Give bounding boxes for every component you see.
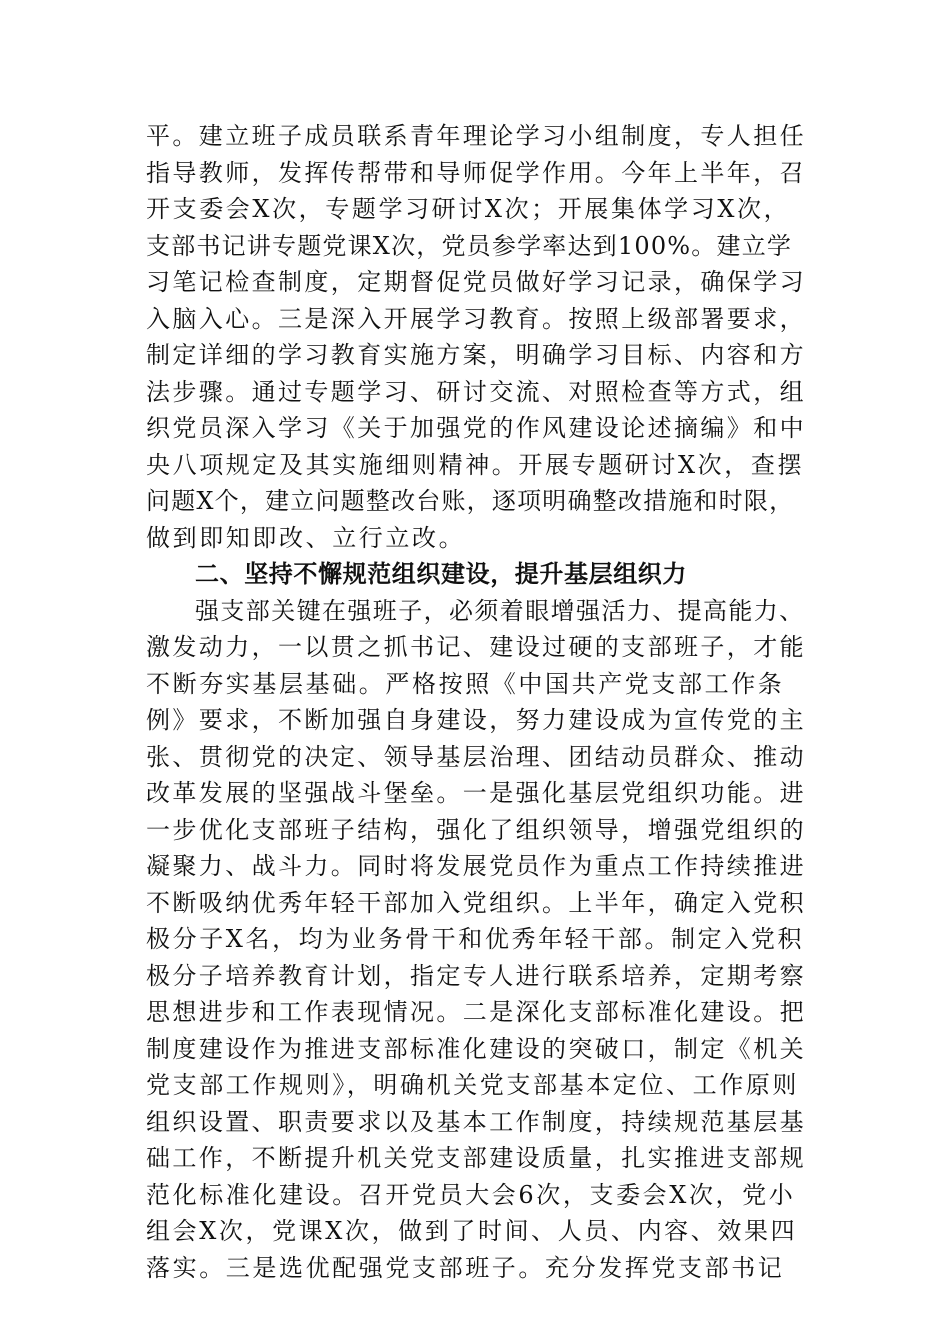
text-line: 组织设置、职责要求以及基本工作制度，持续规范基层基 [146, 1107, 806, 1136]
text-line: 制定详细的学习教育实施方案，明确学习目标、内容和方 [146, 341, 806, 369]
paragraph-2 [146, 593, 806, 1287]
text-line: 例》要求，不断加强自身建设，努力建设成为宣传党的主 [146, 706, 806, 734]
text-line: 不断吸纳优秀年轻干部加入党组织。上半年，确定入党积 [146, 888, 806, 917]
text-line: 不断夯实基层基础。严格按照《中国共产党支部工作条 [146, 669, 785, 698]
text-line: 党支部工作规则》，明确机关党支部基本定位、工作原则 [146, 1071, 799, 1099]
text-line: 改革发展的坚强战斗堡垒。一是强化基层党组织功能。进 [146, 779, 806, 807]
section-heading: 二、坚持不懈规范组织建设，提升基层组织力 [195, 560, 687, 588]
text-line: 范化标准化建设。召开党员大会6次，支委会X次，党小 [146, 1180, 796, 1209]
text-line: 问题X个，建立问题整改台账，逐项明确整改措施和时限， [146, 487, 795, 515]
text-line: 凝聚力、战斗力。同时将发展党员作为重点工作持续推进 [146, 852, 806, 880]
text-line: 习笔记检查制度，定期督促党员做好学习记录，确保学习 [146, 268, 806, 296]
text-line: 法步骤。通过专题学习、研讨交流、对照检查等方式，组 [146, 377, 806, 406]
text-line: 础工作，不断提升机关党支部建设质量，扎实推进支部规 [146, 1144, 806, 1172]
text-line: 组会X次，党课X次，做到了时间、人员、内容、效果四 [146, 1217, 798, 1245]
text-line: 做到即知即改、立行立改。 [146, 523, 466, 552]
text-line: 平。建立班子成员联系青年理论学习小组制度，专人担任 [146, 122, 806, 150]
text-line: 极分子培养教育计划，指定专人进行联系培养，定期考察 [146, 961, 806, 990]
text-line: 支部书记讲专题党课X次，党员参学率达到100%。建立学 [146, 231, 793, 260]
text-line: 强支部关键在强班子，必须着眼增强活力、提高能力、 [195, 596, 805, 625]
text-line: 央八项规定及其实施细则精神。开展专题研讨X次，查摆 [146, 450, 805, 479]
text-line: 入脑入心。三是深入开展学习教育。按照上级部署要求， [146, 304, 806, 333]
text-line: 制度建设作为推进支部标准化建设的突破口，制定《机关 [146, 1034, 806, 1063]
text-line: 张、贯彻党的决定、领导基层治理、团结动员群众、推动 [146, 742, 806, 771]
paragraph-1 [146, 118, 806, 556]
text-line: 落实。三是选优配强党支部班子。充分发挥党支部书记 [146, 1253, 785, 1282]
document-body [146, 118, 806, 1286]
text-line: 开支委会X次，专题学习研讨X次；开展集体学习X次， [146, 195, 791, 223]
text-line: 一步优化支部班子结构，强化了组织领导，增强党组织的 [146, 815, 806, 844]
text-line: 极分子X名，均为业务骨干和优秀年轻干部。制定入党积 [146, 925, 805, 953]
text-line: 指导教师，发挥传帮带和导师促学作用。今年上半年，召 [146, 158, 806, 187]
text-line: 织党员深入学习《关于加强党的作风建设论述摘编》和中 [146, 414, 806, 442]
text-line: 激发动力，一以贯之抓书记、建设过硬的支部班子，才能 [146, 633, 806, 661]
text-line: 思想进步和工作表现情况。二是深化支部标准化建设。把 [146, 998, 806, 1026]
